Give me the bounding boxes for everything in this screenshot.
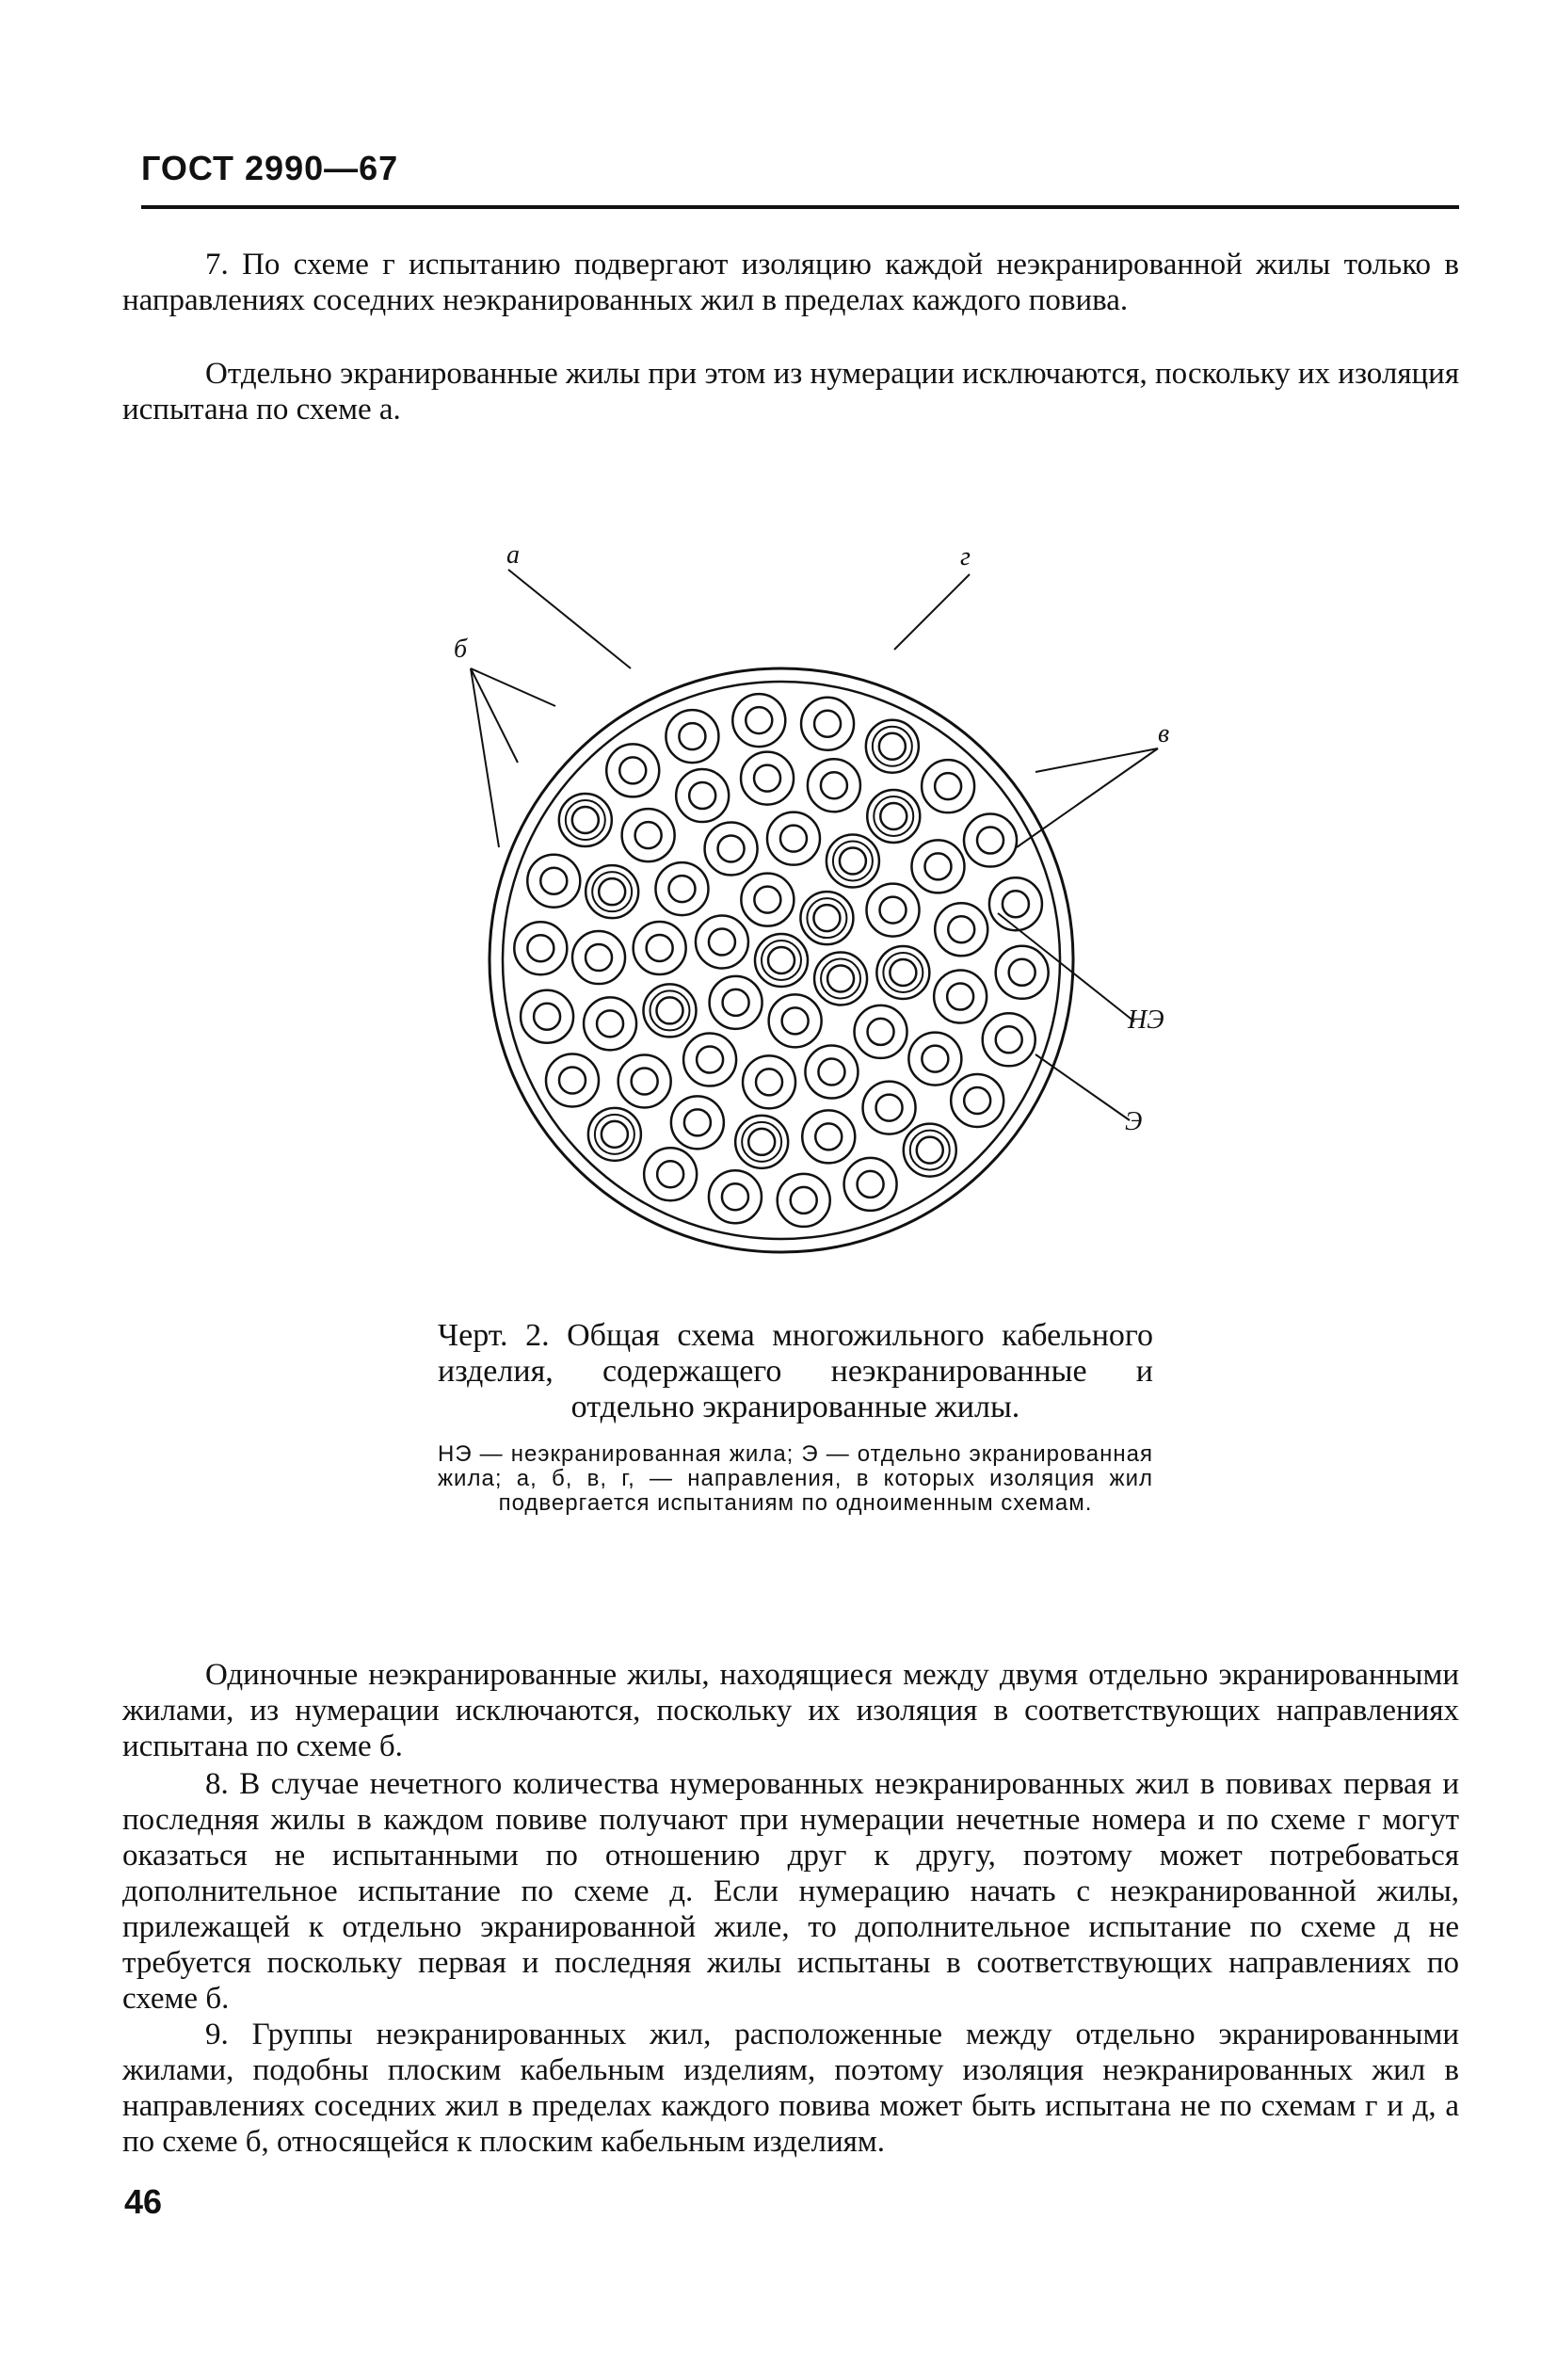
shielded-core	[814, 953, 867, 1005]
unshielded-core	[618, 1055, 671, 1108]
core-conductor	[818, 1059, 844, 1085]
core-conductor	[821, 772, 847, 798]
unshielded-core	[710, 976, 762, 1029]
shielded-core	[586, 865, 638, 918]
figure-label-b: б	[454, 635, 468, 664]
core-conductor	[935, 773, 961, 799]
core-insulation	[844, 1158, 897, 1211]
core-insulation	[705, 822, 758, 875]
core-insulation	[521, 990, 573, 1043]
core-conductor	[890, 959, 916, 986]
shielded-core	[800, 892, 853, 944]
unshielded-core	[514, 922, 567, 974]
core-insulation	[643, 984, 696, 1037]
core-insulation	[743, 1055, 795, 1108]
leader-ne	[998, 913, 1134, 1021]
core-insulation	[983, 1013, 1035, 1066]
core-insulation	[867, 884, 920, 937]
unshielded-core	[983, 1013, 1035, 1066]
core-insulation	[867, 790, 920, 843]
core-insulation	[827, 834, 879, 887]
core-conductor	[572, 807, 599, 833]
core-insulation	[801, 698, 854, 750]
shielded-core	[827, 834, 879, 887]
core-insulation	[767, 812, 820, 865]
core-insulation	[572, 931, 625, 984]
core-conductor	[689, 782, 715, 809]
core-conductor	[917, 1137, 943, 1164]
core-conductor	[1003, 891, 1029, 917]
unshielded-core	[769, 994, 822, 1047]
core-insulation	[855, 1005, 907, 1058]
core-conductor	[597, 1010, 623, 1037]
core-conductor	[977, 828, 1003, 854]
paragraph-9: 9. Группы неэкранированных жил, расположенные между отдельно экранированными жилами, подобны плоским кабельным изделиям, поэтому изоляция неэкранированных жил в направлениях соседних жил в пределах каждого повива может быть испытана не по схемам г и д, а по схеме б, относящейся к плоским кабельным изделиям.	[122, 2018, 1459, 2159]
shielded-core	[735, 1116, 788, 1168]
unshielded-core	[964, 814, 1017, 867]
core-insulation	[683, 1034, 736, 1086]
core-insulation	[802, 1110, 855, 1163]
leader-e	[1035, 1054, 1130, 1120]
core-insulation	[622, 809, 675, 861]
leader-g	[894, 574, 970, 650]
core-insulation	[546, 1053, 599, 1106]
core-insulation	[655, 862, 708, 915]
unshielded-core	[527, 855, 580, 908]
core-conductor	[768, 947, 795, 973]
core-insulation	[644, 1148, 697, 1200]
core-insulation	[755, 934, 808, 987]
core-conductor	[922, 1046, 948, 1072]
core-insulation	[676, 769, 729, 822]
core-conductor	[527, 935, 554, 961]
figure-label-ne: НЭ	[1128, 1005, 1164, 1035]
unshielded-core	[802, 1110, 855, 1163]
core-insulation	[671, 1096, 724, 1149]
core-insulation	[964, 814, 1017, 867]
unshielded-core	[951, 1074, 1003, 1127]
core-conductor	[814, 711, 841, 737]
leader-a	[508, 570, 631, 668]
core-conductor	[559, 1067, 586, 1093]
core-conductor	[879, 733, 906, 760]
core-insulation	[800, 892, 853, 944]
core-insulation	[863, 1082, 916, 1134]
unshielded-core	[863, 1082, 916, 1134]
unshielded-core	[671, 1096, 724, 1149]
shielded-core	[588, 1108, 641, 1161]
core-conductor	[602, 1121, 628, 1148]
core-insulation	[934, 971, 987, 1023]
core-conductor	[996, 1026, 1022, 1053]
unshielded-core	[778, 1174, 830, 1227]
paragraph-single-cores: Одиночные неэкранированные жилы, находящиеся между двумя отдельно экранированными жилами, из нумерации исключаются, поскольку их изоляция в соответствующих направлениях испытана по схеме б.	[122, 1658, 1459, 1763]
core-conductor	[746, 707, 772, 733]
shielded-core	[559, 794, 612, 846]
unshielded-core	[935, 903, 987, 956]
shielded-core	[866, 720, 919, 773]
unshielded-core	[655, 862, 708, 915]
shielded-core	[755, 934, 808, 987]
core-conductor	[791, 1187, 817, 1214]
unshielded-core	[922, 760, 974, 812]
unshielded-core	[696, 915, 748, 968]
figure-label-a: а	[506, 540, 520, 570]
core-conductor	[635, 822, 662, 848]
core-insulation	[710, 976, 762, 1029]
unshielded-core	[855, 1005, 907, 1058]
unshielded-core	[844, 1158, 897, 1211]
unshielded-core	[572, 931, 625, 984]
paragraph-7-continued: Отдельно экранированные жилы при этом из нумерации исключаются, поскольку их изоляция испытана по схеме а.	[122, 357, 1460, 426]
unshielded-core	[676, 769, 729, 822]
core-conductor	[723, 989, 749, 1016]
unshielded-core	[606, 744, 659, 796]
core-conductor	[754, 765, 780, 792]
unshielded-core	[767, 812, 820, 865]
page-number: 46	[124, 2182, 163, 2221]
unshielded-core	[741, 874, 794, 926]
core-conductor	[1009, 959, 1035, 986]
figure-label-e: Э	[1125, 1107, 1143, 1136]
core-conductor	[964, 1087, 990, 1114]
core-conductor	[756, 1069, 782, 1095]
core-insulation	[769, 994, 822, 1047]
core-insulation	[805, 1046, 858, 1099]
core-conductor	[668, 876, 695, 902]
core-insulation	[935, 903, 987, 956]
unshielded-core	[741, 752, 794, 805]
core-insulation	[709, 1170, 762, 1223]
unshielded-core	[934, 971, 987, 1023]
core-insulation	[696, 915, 748, 968]
core-conductor	[880, 897, 907, 924]
figure-label-v: в	[1158, 719, 1170, 748]
core-conductor	[679, 723, 705, 749]
core-conductor	[599, 878, 625, 905]
core-conductor	[684, 1109, 711, 1135]
core-insulation	[666, 710, 718, 763]
core-conductor	[718, 835, 745, 861]
unshielded-core	[989, 877, 1042, 930]
core-conductor	[748, 1129, 775, 1155]
core-conductor	[815, 1123, 842, 1150]
core-conductor	[924, 853, 951, 879]
core-conductor	[656, 997, 682, 1023]
unshielded-core	[666, 710, 718, 763]
core-conductor	[782, 1007, 809, 1034]
core-insulation	[735, 1116, 788, 1168]
unshielded-core	[911, 840, 964, 892]
core-insulation	[586, 865, 638, 918]
header-rule	[141, 205, 1459, 209]
core-conductor	[880, 803, 907, 829]
figure-caption	[438, 1318, 1153, 1538]
figure-label-g: г	[960, 542, 971, 571]
unshielded-core	[521, 990, 573, 1043]
shielded-core	[904, 1124, 956, 1177]
core-conductor	[657, 1161, 683, 1187]
core-insulation	[741, 752, 794, 805]
unshielded-core	[584, 997, 636, 1050]
core-insulation	[588, 1108, 641, 1161]
core-conductor	[876, 1095, 903, 1121]
core-conductor	[813, 905, 840, 931]
core-insulation	[527, 855, 580, 908]
core-conductor	[709, 928, 735, 955]
unshielded-core	[867, 884, 920, 937]
core-insulation	[606, 744, 659, 796]
unshielded-core	[908, 1033, 961, 1085]
core-conductor	[540, 868, 567, 894]
core-insulation	[908, 1033, 961, 1085]
core-conductor	[754, 887, 780, 913]
cable-cross-section-figure	[433, 537, 1186, 1290]
unshielded-core	[732, 694, 785, 747]
core-conductor	[722, 1183, 748, 1210]
unshielded-core	[705, 822, 758, 875]
core-insulation	[559, 794, 612, 846]
core-conductor	[840, 847, 866, 874]
figure-caption-note: НЭ — неэкранированная жила; Э — отдельно экранированная жила; а, б, в, г, — направления, в которых изоляция жил подвергается испытаниям по одноименным схемам.	[438, 1441, 1153, 1516]
core-insulation	[904, 1124, 956, 1177]
unshielded-core	[634, 922, 686, 974]
figure-caption-title: Черт. 2. Общая схема многожильного кабельного изделия, содержащего неэкранированные и отдельно экранированные жилы.	[438, 1318, 1153, 1424]
leader-v-2	[1017, 748, 1158, 847]
unshielded-core	[805, 1046, 858, 1099]
document-header: ГОСТ 2990—67	[141, 149, 399, 187]
core-insulation	[866, 720, 919, 773]
core-insulation	[951, 1074, 1003, 1127]
core-conductor	[868, 1019, 894, 1045]
core-insulation	[514, 922, 567, 974]
core-conductor	[827, 966, 854, 992]
core-conductor	[632, 1069, 658, 1095]
unshielded-core	[709, 1170, 762, 1223]
core-insulation	[778, 1174, 830, 1227]
paragraph-8: 8. В случае нечетного количества нумерованных неэкранированных жил в повивах первая и последняя жилы в каждом повиве получают при нумерации нечетные номера и по схеме г могут оказаться не испытанными по отношению друг к другу, поэтому может потребоваться дополнительное испытание по схеме д. Если нумерацию начать с неэкранированной жилы, прилежащей к отдельно экранированной жиле, то дополнительное испытание по схеме д не требуется поскольку первая и последняя жилы испытаны в соответствующих направлениях по схеме б.	[122, 1767, 1459, 2016]
unshielded-core	[644, 1148, 697, 1200]
core-conductor	[534, 1004, 560, 1030]
core-insulation	[922, 760, 974, 812]
core-insulation	[911, 840, 964, 892]
core-insulation	[741, 874, 794, 926]
core-insulation	[584, 997, 636, 1050]
core-conductor	[697, 1047, 723, 1073]
shielded-core	[867, 790, 920, 843]
core-insulation	[732, 694, 785, 747]
shielded-core	[876, 946, 929, 999]
core-insulation	[996, 946, 1049, 999]
core-conductor	[586, 944, 612, 971]
core-conductor	[780, 826, 807, 852]
core-insulation	[989, 877, 1042, 930]
core-insulation	[808, 759, 860, 812]
shielded-core	[643, 984, 696, 1037]
core-insulation	[876, 946, 929, 999]
unshielded-core	[743, 1055, 795, 1108]
unshielded-core	[808, 759, 860, 812]
cable-diagram	[433, 537, 1186, 1290]
core-conductor	[948, 916, 974, 942]
unshielded-core	[683, 1034, 736, 1086]
unshielded-core	[801, 698, 854, 750]
unshielded-core	[622, 809, 675, 861]
unshielded-core	[546, 1053, 599, 1106]
paragraph-7: 7. По схеме г испытанию подвергают изоляцию каждой неэкранированной жилы только в направлениях соседних неэкранированных жил в пределах каждого повива.	[122, 248, 1459, 317]
core-conductor	[619, 757, 646, 783]
unshielded-core	[996, 946, 1049, 999]
core-insulation	[618, 1055, 671, 1108]
core-insulation	[814, 953, 867, 1005]
core-conductor	[947, 984, 973, 1010]
core-insulation	[634, 922, 686, 974]
core-conductor	[858, 1171, 884, 1198]
core-conductor	[647, 935, 673, 961]
leader-b-1	[471, 668, 555, 706]
